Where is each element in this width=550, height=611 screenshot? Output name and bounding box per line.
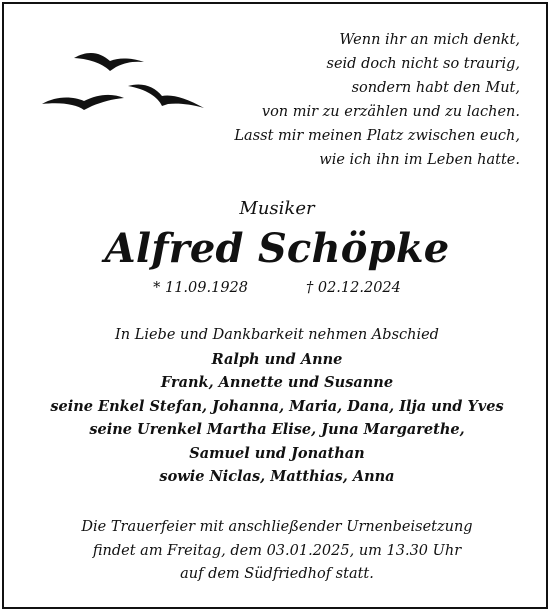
poem-line: seid doch nicht so traurig, [326,56,520,72]
poem-line: sondern habt den Mut, [351,80,520,96]
mourners-list [4,324,550,489]
poem-line: wie ich ihn im Leben hatte. [319,152,520,168]
profession: Musiker [239,198,315,219]
poem-line: Wenn ihr an mich denkt, [339,32,520,48]
mourners-intro: In Liebe und Dankbarkeit nehmen Abschied [115,327,439,343]
bird-shape [74,53,144,71]
mourner-line: seine Urenkel Martha Elise, Juna Margarethe, [89,421,465,438]
mourner-line: sowie Niclas, Matthias, Anna [159,468,395,485]
poem [190,28,520,172]
ceremony-line: auf dem Südfriedhof statt. [180,566,374,582]
obituary-frame [2,2,548,609]
deceased-name: Alfred Schöpke [104,225,450,272]
birds-silhouette-icon [40,46,210,118]
birth-date: * 11.09.1928 [153,280,248,296]
ceremony-line: Die Trauerfeier mit anschließender Urnenbeisetzung [81,519,473,535]
life-dates [4,278,550,298]
ceremony-info [4,516,550,587]
mourner-line: Frank, Annette und Susanne [160,374,394,391]
ceremony-line: findet am Freitag, dem 03.01.2025, um 13.30 Uhr [92,542,462,559]
bird-shape [42,95,124,110]
mourner-line: seine Enkel Stefan, Johanna, Maria, Dana, Ilja und Yves [50,397,504,415]
mourner-line: Ralph und Anne [211,350,343,368]
mourner-line: Samuel und Jonathan [189,444,365,462]
poem-line: Lasst mir meinen Platz zwischen euch, [234,128,520,144]
poem-line: von mir zu erzählen und zu lachen. [261,104,520,120]
death-date: † 02.12.2024 [306,280,401,296]
